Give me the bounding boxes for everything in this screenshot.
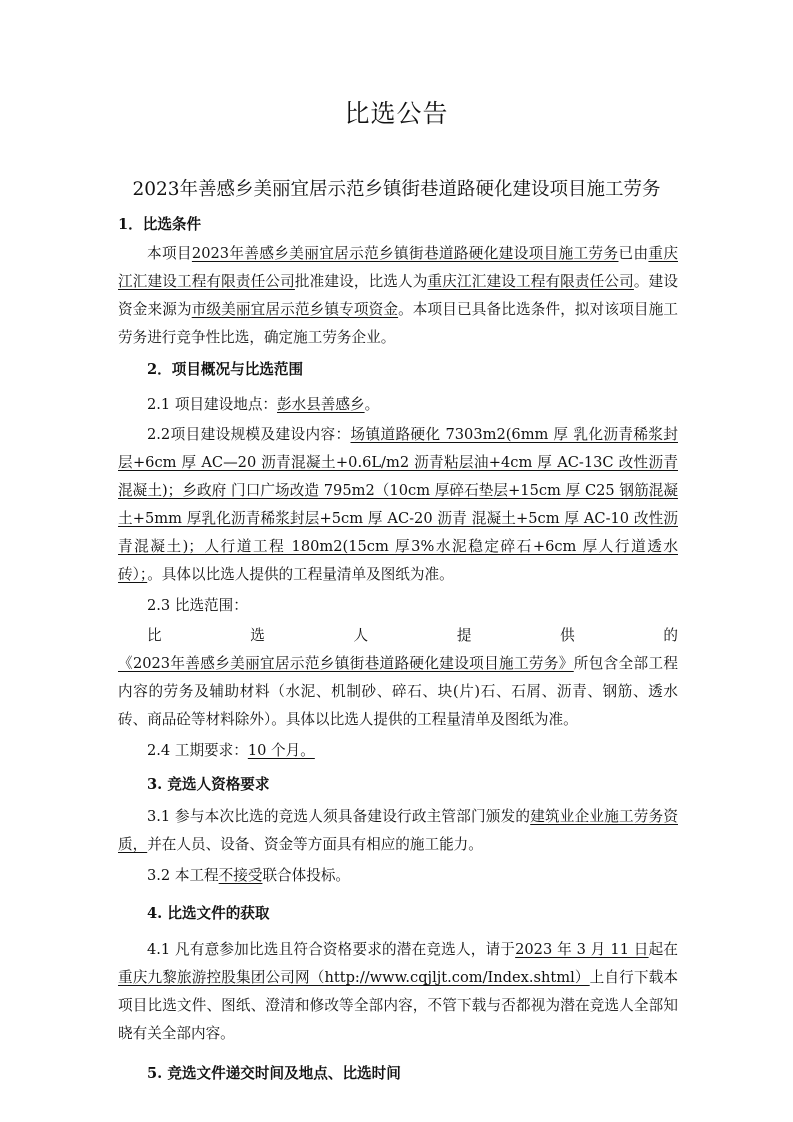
bidder-underlined: 重庆江汇建设工程有限责任公司: [427, 273, 634, 290]
section-2-2: [118, 421, 678, 589]
text-run: 批准建设，比选人为: [294, 273, 428, 290]
location-underlined: 彭水县善感乡: [277, 396, 365, 413]
website-underlined: 重庆九黎旅游控股集团公司网（http://www.cqjljt.com/Index.shtml）: [118, 969, 590, 986]
text-run: 所包含全部工程内容的劳务及辅助材料（水泥、机制砂、碎石、块(片)石、石屑、沥青、钢筋、透水砖、商品砼等材料除外）。具体以比选人提供的工程量清单及图纸为准。: [118, 655, 678, 728]
text-run: 联合体投标。: [262, 867, 351, 884]
document-body: [118, 210, 678, 1092]
consortium-underlined: 不接受: [218, 867, 263, 884]
text-run: 3.1 参与本次比选的竞选人须具备建设行政主管部门颁发的: [147, 808, 531, 825]
section-3-heading: 3. 竞选人资格要求: [147, 776, 270, 793]
text-run: 2.2项目建设规模及建设内容：: [147, 426, 351, 443]
section-2-3: 2.3 比选范围：: [147, 597, 248, 614]
fund-source-underlined: 市级美丽宜居示范乡镇专项资金: [191, 301, 399, 318]
text-run: 。建设资金来源为: [118, 273, 678, 318]
section-2-heading: 2．项目概况与比选范围: [147, 361, 304, 378]
section-2-1: [118, 388, 678, 421]
section-3-1: [118, 803, 678, 859]
project-title-underlined: 《2023年善感乡美丽宜居示范乡镇街巷道路硬化建设项目施工劳务》: [118, 655, 574, 672]
text-run: 2.4 工期要求：: [147, 742, 248, 759]
text-run: 起在: [648, 941, 678, 958]
scope-underlined: 场镇道路硬化 7303m2(6mm 厚 乳化沥青稀浆封层+6cm 厚 AC—20 沥青混凝土+0.6L/m2 沥青粘层油+4cm 厚 AC-13C 改性沥青混凝土)；乡政府 门口广场改造 795m2（10cm 厚碎石垫层+15cm 厚 C25 钢筋混凝土+5mm 厚乳化沥青稀浆封层+5cm 厚 AC-20 沥青 混凝土+5cm 厚 AC-10 改性沥青混凝土)；人行道工程 180m2(15cm 厚3%水泥稳定碎石+6cm 厚人行道透水砖）；: [118, 426, 678, 583]
text-run: 比选人提供的: [147, 627, 678, 644]
section-5-heading: 5. 竞选文件递交时间及地点、比选时间: [147, 1065, 401, 1082]
text-run: 4.1 凡有意参加比选且符合资格要求的潜在竞选人，请于: [147, 941, 516, 958]
text-run: 并在人员、设备、资金等方面具有相应的施工能力。: [147, 836, 483, 853]
text-run: 2.1 项目建设地点：: [147, 396, 278, 413]
section-3-2: [118, 859, 678, 892]
page-title: 比选公告: [344, 99, 449, 128]
text-run: 上自行下载本项目比选文件、图纸、澄清和修改等全部内容，不管下载与否都视为潜在竞选人全部知晓有关全部内容。: [118, 969, 678, 1042]
text-run: 。具体以比选人提供的工程量清单及图纸为准。: [147, 566, 454, 583]
section-4-heading: 4. 比选文件的获取: [147, 905, 270, 922]
section-4-1: [118, 936, 678, 1048]
section-1-paragraph: [118, 240, 678, 352]
section-1-heading: 1．比选条件: [118, 216, 202, 233]
project-name-underlined: 2023年善感乡美丽宜居示范乡镇街巷道路硬化建设项目施工劳务: [191, 245, 619, 262]
text-run: 已由: [618, 245, 649, 262]
section-2-3-paragraph: [118, 622, 678, 734]
text-run: 3.2 本工程: [147, 867, 219, 884]
text-run: 本项目: [147, 245, 192, 262]
project-subtitle: 2023年善感乡美丽宜居示范乡镇街巷道路硬化建设项目施工劳务: [132, 179, 661, 200]
section-2-4: [118, 734, 678, 767]
text-run: 。本项目已具备比选条件，拟对该项目施工劳务进行竞争性比选，确定施工劳务企业。: [118, 301, 678, 346]
duration-underlined: 10 个月。: [247, 742, 315, 759]
approver-underlined: 重庆江汇建设工程有限责任公司: [118, 245, 678, 290]
qualification-underlined: 建筑业企业施工劳务资质，: [118, 808, 678, 853]
text-run: 。: [364, 396, 380, 413]
date-underlined: 2023 年 3 月 11 日: [515, 941, 649, 958]
